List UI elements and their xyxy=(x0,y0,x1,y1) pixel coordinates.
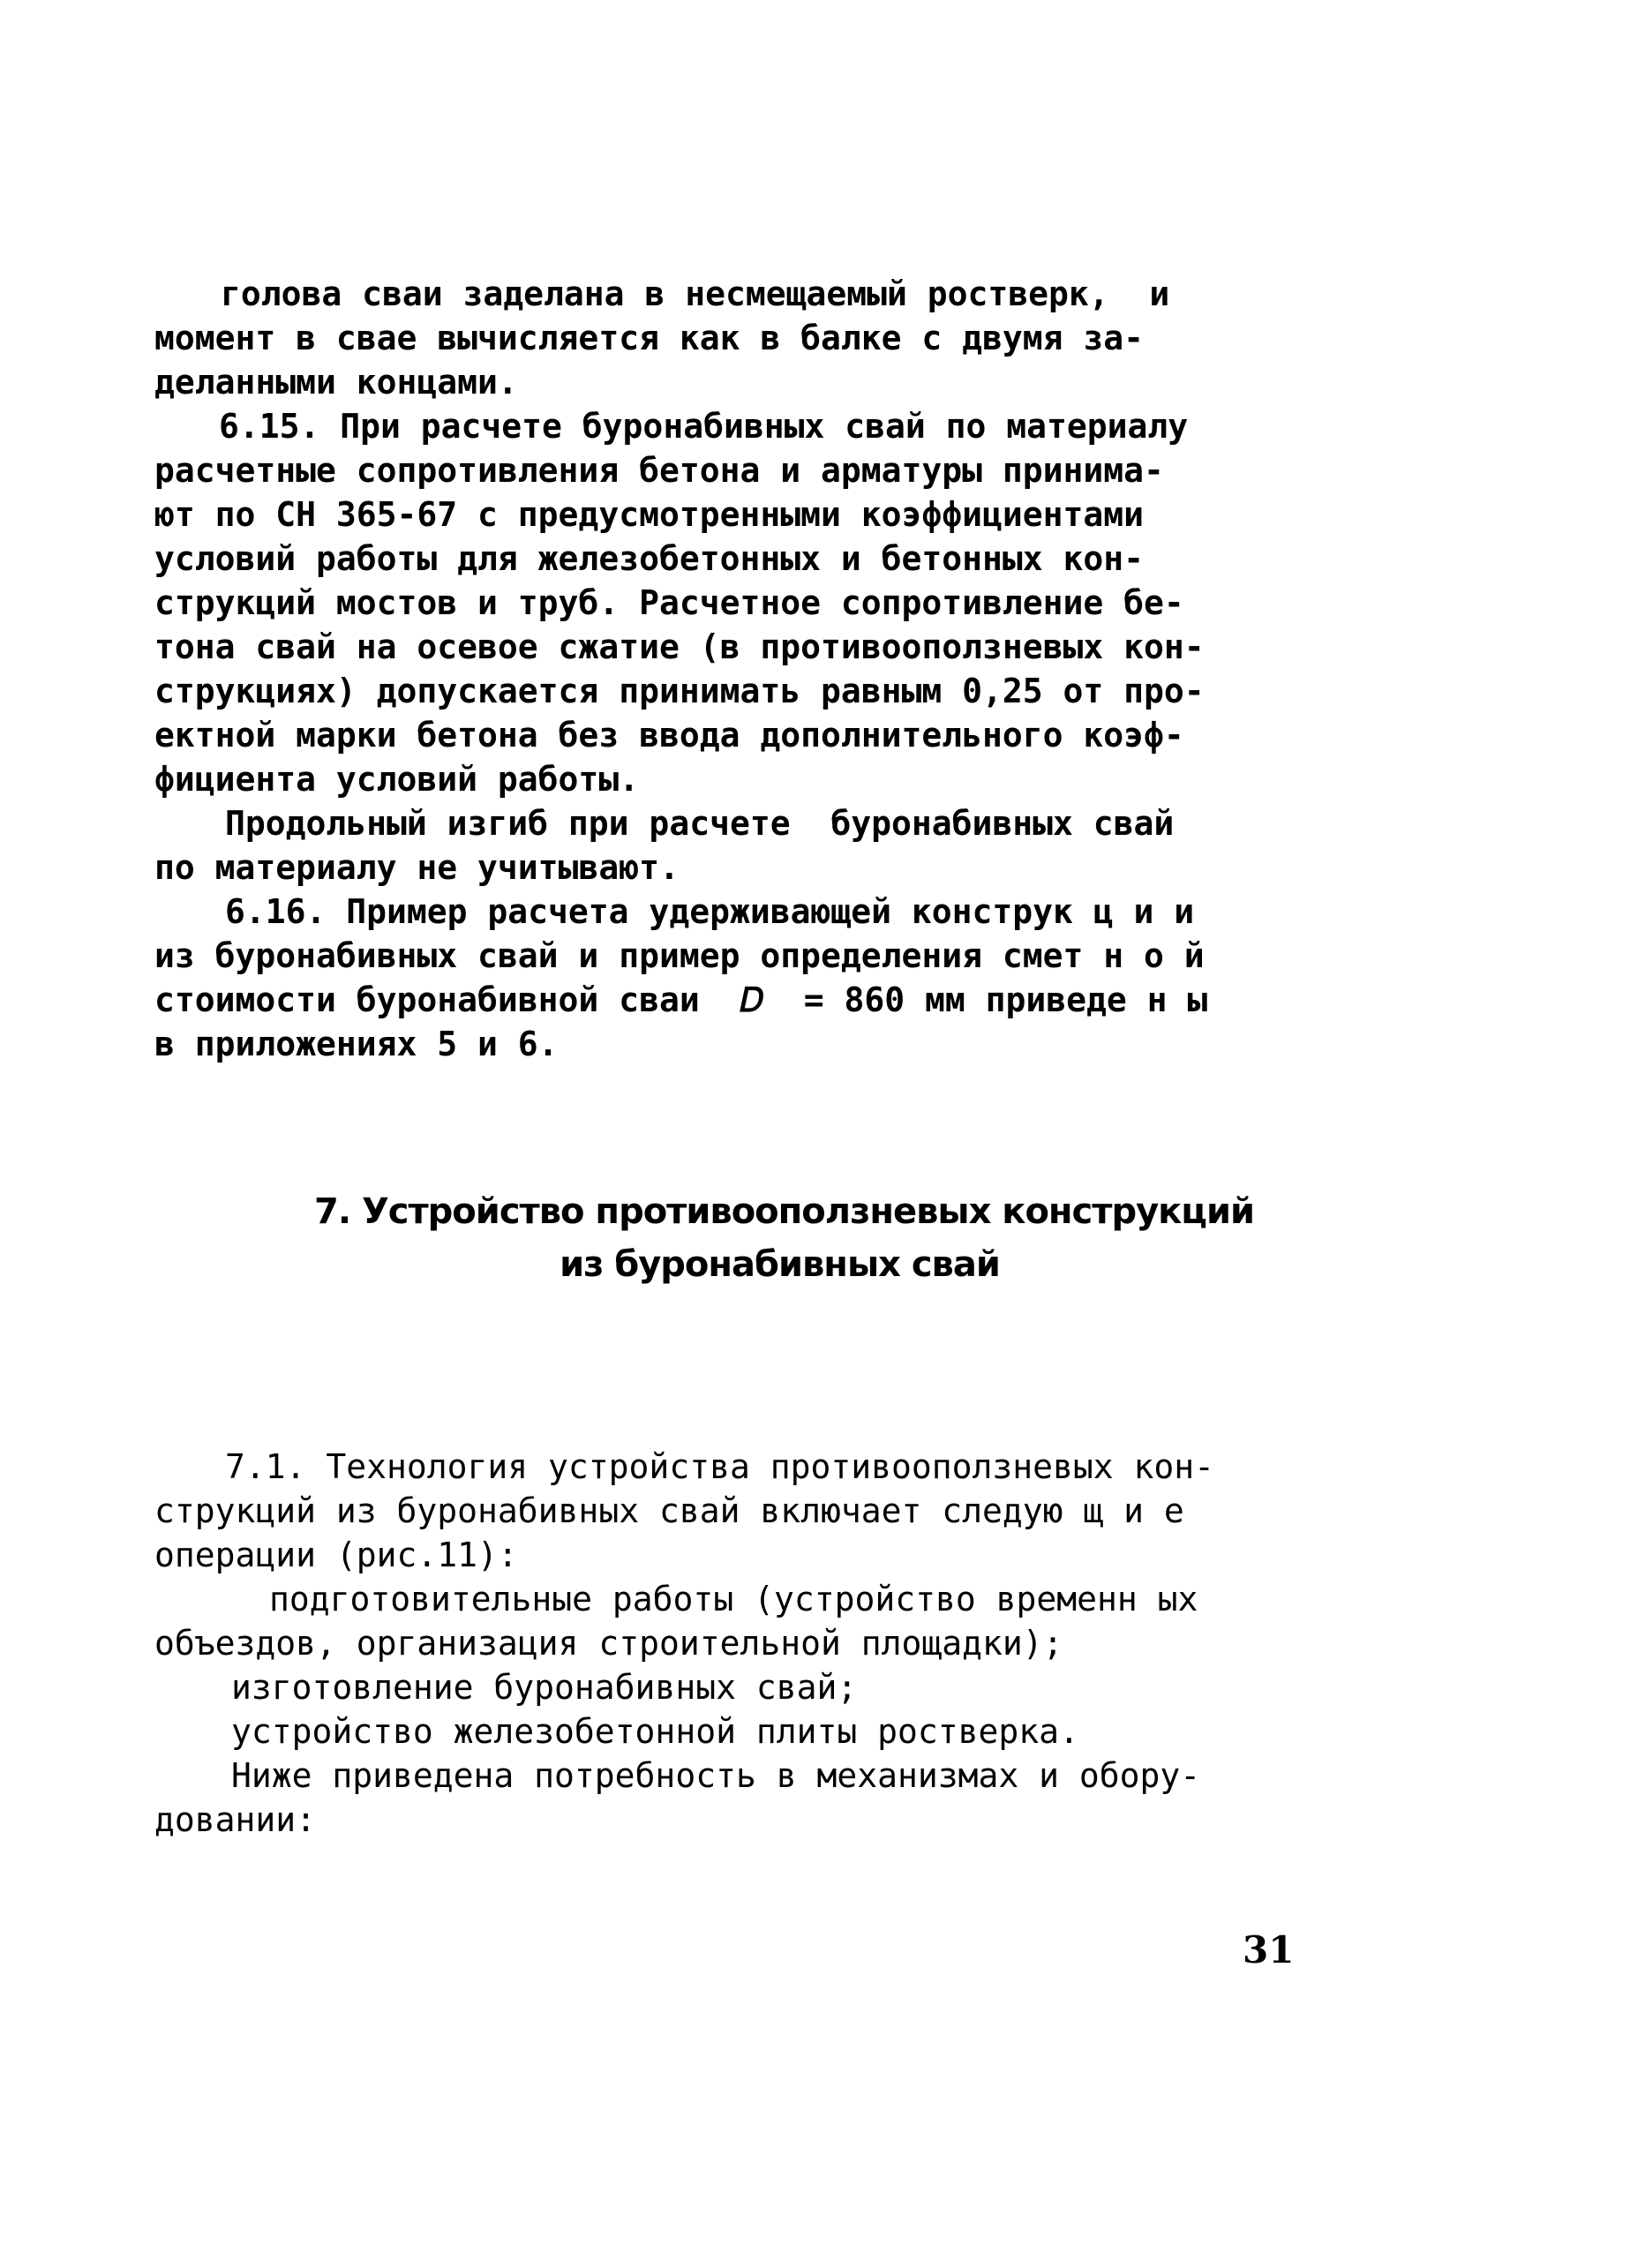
text-line: струкциях) допускается принимать равным 0,25 от про- xyxy=(154,672,1205,710)
text-line: ектной марки бетона без ввода дополнительного коэф- xyxy=(154,716,1184,755)
text-line: 6.15. При расчете буронабивных свай по материалу xyxy=(219,407,1189,446)
section-title-line: из буронабивных свай xyxy=(560,1244,1000,1285)
text-line: объездов, организация строительной площадки); xyxy=(154,1624,1063,1663)
text-line: изготовление буронабивных свай; xyxy=(231,1668,858,1707)
text-line: деланными концами. xyxy=(154,363,518,402)
text-line: условий работы для железобетонных и бетонных кон- xyxy=(154,539,1145,578)
text-line: стоимости буронабивной сваи 𝐷 = 860 мм приведе н ы xyxy=(154,980,1208,1019)
text-line: из буронабивных свай и пример определения смет н о й xyxy=(154,936,1205,975)
text-line: 6.16. Пример расчета удерживающей конструк ц и и xyxy=(225,892,1195,931)
text-line: операции (рис.11): xyxy=(154,1536,518,1574)
text-line: струкций мостов и труб. Расчетное сопротивление бе- xyxy=(154,583,1184,622)
text-line: довании: xyxy=(154,1800,317,1839)
section-title-line: 7. Устройство противооползневых конструкций xyxy=(313,1191,1255,1232)
text-line: тона свай на осевое сжатие (в противооползневых кон- xyxy=(154,627,1205,666)
text-line: Ниже приведена потребность в механизмах и обору- xyxy=(231,1756,1201,1795)
text-line: устройство железобетонной плиты ростверка. xyxy=(231,1712,1079,1751)
text-line: голова сваи заделана в несмещаемый ростверк, и xyxy=(221,274,1170,313)
text-line: по материалу не учитывают. xyxy=(154,848,680,887)
text-line: фициента условий работы. xyxy=(154,760,640,799)
text-line: момент в свае вычисляется как в балке с двумя за- xyxy=(154,319,1145,357)
text-line: 7.1. Технология устройства противооползневых кон- xyxy=(225,1447,1215,1486)
text-line: ют по СН 365-67 с предусмотренными коэффициентами xyxy=(154,495,1145,534)
text-line: в приложениях 5 и 6. xyxy=(154,1025,559,1063)
page-number: 31 xyxy=(1243,1928,1295,1971)
text-line: расчетные сопротивления бетона и арматуры принима- xyxy=(154,451,1164,490)
text-line: струкций из буронабивных свай включает следую щ и е xyxy=(154,1491,1184,1530)
text-line: Продольный изгиб при расчете буронабивных свай xyxy=(225,804,1175,843)
text-line: подготовительные работы (устройство временн ых xyxy=(269,1580,1198,1618)
